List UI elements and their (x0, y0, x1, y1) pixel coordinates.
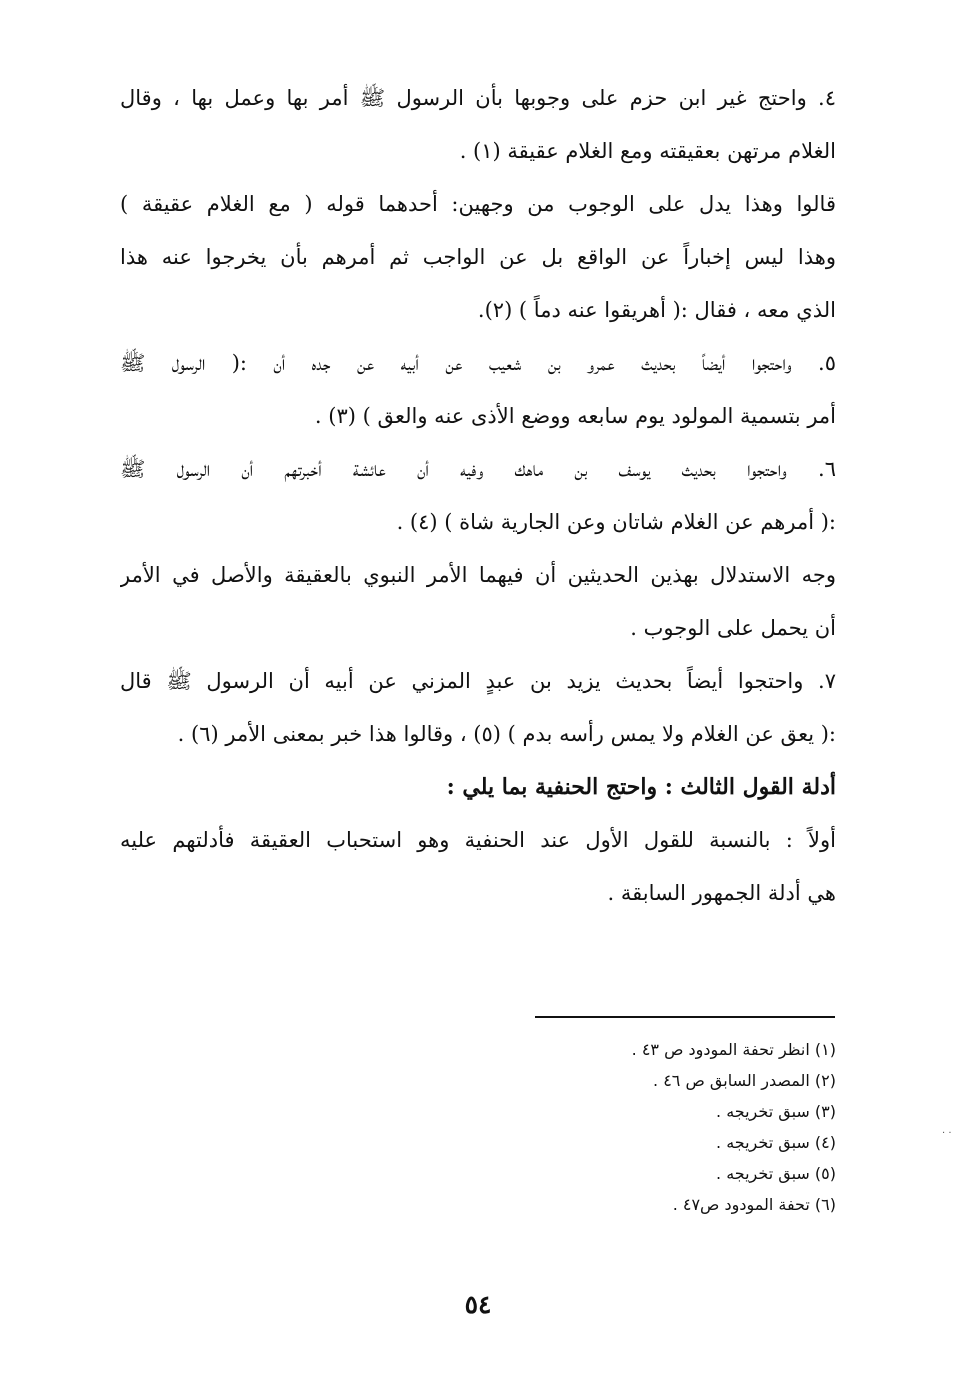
footnote-item: (٤) سبق تخريجه . (716, 1133, 836, 1152)
text-line: وجه الاستدلال بهذين الحديثين أن فيهما الأمر النبوي بالعقيقة والأصل في الأمر (120, 563, 836, 587)
main-text (120, 72, 836, 920)
text-line: قالوا وهذا يدل على الوجوب من وجهين: أحدهما قوله ( مع الغلام عقيقة ) (120, 192, 836, 216)
text-line: ٦. واحتجوا بحديث يوسف بن ماهك وفيه أن عائشة أخبرتهم أن الرسول ﷺ (120, 457, 836, 481)
footnote-item: (٣) سبق تخريجه . (716, 1102, 836, 1121)
footnote-item: (١) انظر تحفة المودود ص ٤٣ . (631, 1040, 836, 1059)
text-line: :( أمرهم عن الغلام شاتان وعن الجارية شاة ) (٤) . (396, 510, 836, 534)
text-line: ٥. واحتجوا أيضاً بحديث عمرو بن شعيب عن أبيه عن جده أن :( الرسول ﷺ (120, 351, 836, 375)
footnote-item: (٦) تحفة المودود ص٤٧ . (672, 1195, 836, 1214)
footnote-item: (٢) المصدر السابق ص ٤٦ . (653, 1071, 836, 1090)
text-line: أولاً : بالنسبة للقول الأول عند الحنفية وهو استحباب العقيقة فأدلتهم عليه (120, 828, 836, 852)
text-line: أن يحمل على الوجوب . (630, 616, 836, 640)
text-line: الغلام مرتهن بعقيقته ومع الغلام عقيقة (١) . (459, 139, 836, 163)
footnote-item: (٥) سبق تخريجه . (716, 1164, 836, 1183)
section-heading: أدلة القول الثالث : واحتج الحنفية بما يلي : (446, 774, 836, 800)
footnotes (436, 1034, 836, 1220)
text-line: هي أدلة الجمهور السابقة . (607, 881, 836, 905)
text-line: ٧. واحتجوا أيضاً بحديث يزيد بن عبدٍ المزني عن أبيه أن الرسول ﷺ قال (120, 669, 836, 693)
scan-mark: · · (942, 1128, 952, 1139)
text-line: الذي معه ، فقال :( أهريقوا عنه دماً ) (٢). (477, 298, 836, 322)
text-line: وهذا ليس إخباراً عن الواقع بل عن الواجب ثم أمرهم بأن يخرجوا عنه هذا (120, 245, 836, 269)
text-line: ٤. واحتج غير ابن حزم على وجوبها بأن الرسول ﷺ أمر بها وعمل بها ، وقال (120, 86, 836, 110)
page-number: ٥٤ (464, 1290, 492, 1319)
text-line: أمر بتسمية المولود يوم سابعه ووضع الأذى عنه والعق ) (٣) . (314, 404, 836, 428)
footnote-separator (535, 1016, 835, 1018)
text-line: :( يعق عن الغلام ولا يمس رأسه بدم ) (٥) ، وقالوا هذا خبر بمعنى الأمر (٦) . (177, 722, 836, 746)
